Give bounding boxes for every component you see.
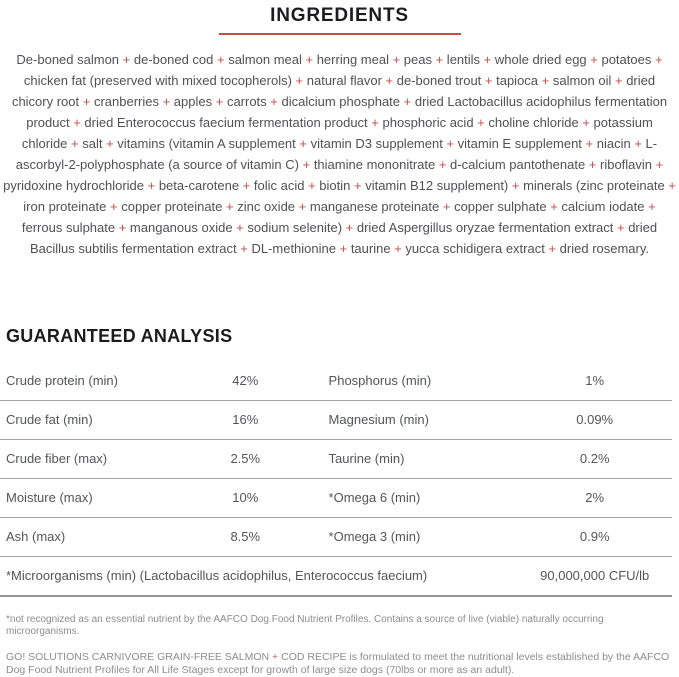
plus-separator: + <box>270 94 278 109</box>
guaranteed-analysis-title: GUARANTEED ANALYSIS <box>6 326 233 346</box>
nutrient-label: Magnesium (min) <box>328 412 429 427</box>
nutrient-value: 2% <box>585 490 605 505</box>
plus-separator: + <box>305 52 314 67</box>
plus-separator: + <box>82 94 91 109</box>
analysis-row <box>0 479 672 518</box>
nutrient-label: *Omega 6 (min) <box>328 490 421 505</box>
plus-separator: + <box>215 94 224 109</box>
nutrient-label: Moisture (max) <box>6 490 93 505</box>
analysis-row <box>0 440 672 479</box>
microorganisms-label: *Microorganisms (min) (Lactobacillus acidophilus, Enterococcus faecium) <box>6 568 428 583</box>
analysis-row <box>0 518 672 557</box>
plus-separator: + <box>295 73 304 88</box>
plus-separator: + <box>541 73 550 88</box>
nutrient-value: 1% <box>585 373 605 388</box>
plus-separator: + <box>226 199 234 214</box>
nutrient-label: Crude protein (min) <box>6 373 118 388</box>
plus-separator: + <box>550 199 558 214</box>
plus-separator: + <box>582 115 590 130</box>
plus-separator: + <box>394 241 402 256</box>
plus-separator: + <box>634 136 642 151</box>
ingredients-section <box>0 0 679 259</box>
analysis-row <box>0 362 672 401</box>
title-underline <box>219 33 461 35</box>
plus-separator: + <box>147 178 156 193</box>
analysis-table <box>0 362 672 597</box>
plus-separator: + <box>484 73 493 88</box>
plus-separator: + <box>216 52 225 67</box>
plus-separator: + <box>385 73 394 88</box>
nutrient-value: 0.09% <box>576 412 614 427</box>
plus-separator: + <box>655 157 664 172</box>
analysis-row <box>0 401 672 440</box>
plus-separator: + <box>648 199 656 214</box>
plus-separator: + <box>106 136 114 151</box>
plus-separator: + <box>654 52 663 67</box>
plus-separator: + <box>302 157 311 172</box>
ingredients-title: INGREDIENTS <box>270 5 409 26</box>
nutrient-value: 10% <box>232 490 259 505</box>
plus-separator: + <box>446 136 455 151</box>
plus-separator: + <box>438 157 447 172</box>
nutrient-value: 16% <box>232 412 259 427</box>
nutrient-label: Ash (max) <box>6 529 66 544</box>
plus-separator: + <box>236 220 244 235</box>
plus-separator: + <box>308 178 316 193</box>
plus-separator: + <box>483 52 492 67</box>
plus-separator: + <box>511 178 520 193</box>
plus-separator: + <box>585 136 594 151</box>
microorganisms-row <box>0 557 672 597</box>
footnote-text: *not recognized as an essential nutrient by the AAFCO Dog Food Nutrient Profiles. Contains a source of live (viable) naturally occurring microorganisms. <box>6 614 604 637</box>
plus-separator: + <box>668 178 676 193</box>
plus-separator: + <box>371 115 379 130</box>
microorganisms-value: 90,000,000 CFU/lb <box>540 568 650 583</box>
plus-separator: + <box>353 178 362 193</box>
plus-separator: + <box>403 94 412 109</box>
plus-separator: + <box>588 157 597 172</box>
nutrient-value: 0.2% <box>579 451 610 466</box>
plus-separator: + <box>477 115 485 130</box>
nutrient-value: 0.9% <box>579 529 610 544</box>
plus-separator: + <box>339 241 348 256</box>
plus-separator: + <box>442 199 451 214</box>
plus-separator: + <box>299 136 307 151</box>
plus-separator: + <box>298 199 307 214</box>
plus-separator: + <box>73 115 81 130</box>
plus-separator: + <box>590 52 598 67</box>
plus-separator: + <box>392 52 401 67</box>
plus-separator: + <box>345 220 354 235</box>
plus-separator: + <box>615 73 623 88</box>
plus-separator: + <box>162 94 171 109</box>
plus-separator: + <box>548 241 557 256</box>
plus-separator: + <box>617 220 625 235</box>
ingredients-paragraph: De-boned salmon + de-boned cod + salmon meal + herring meal + peas + lentils + whole dried egg + potatoes + chicken fat (preserved with mixed tocopherols) + natural flavor + de-boned trout + tapioca + salmon oil + dried chicory root + cranberries + apples + carrots + dicalcium phosphate + dried Lactobacillus acidophilus fermentation product + dried Enterococcus faecium fermentation product + phosphoric acid + choline chloride + potassium chloride + salt + vitamins (vitamin A supplement + vitamin D3 supplement + vitamin E supplement + niacin + L-ascorbyl-2-polyphosphate (a source of vitamin C) + thiamine mononitrate + d-calcium pantothenate + riboflavin + pyridoxine hydrochloride + beta-carotene + folic acid + biotin + vitamin B12 supplement) + minerals (zinc proteinate + iron proteinate + copper proteinate + zinc oxide + manganese proteinate + copper sulphate + calcium iodate + ferrous sulphate + manganous oxide + sodium selenite) + dried Aspergillus oryzae fermentation extract + dried Bacillus subtilis fermentation extract + DL-methionine + taurine + yucca schidigera extract + dried rosemary. <box>3 52 676 256</box>
plus-separator: + <box>435 52 444 67</box>
plus-separator: + <box>118 220 127 235</box>
plus-separator: + <box>110 199 118 214</box>
nutrient-label: *Omega 3 (min) <box>328 529 421 544</box>
nutrient-label: Crude fiber (max) <box>6 451 108 466</box>
analysis-rows <box>0 362 672 557</box>
nutrient-value: 42% <box>232 373 259 388</box>
plus-separator: + <box>71 136 79 151</box>
nutrient-value: 8.5% <box>230 529 261 544</box>
guaranteed-analysis-section <box>0 325 679 597</box>
nutrient-label: Crude fat (min) <box>6 412 93 427</box>
nutrient-label: Taurine (min) <box>328 451 405 466</box>
formulation-note: GO! SOLUTIONS CARNIVORE GRAIN-FREE SALMON + COD RECIPE is formulated to meet the nutritional levels established by the AAFCO Dog Food Nutrient Profiles for All Life Stages except for growth of large size dogs (70lbs or more as an adult). <box>6 651 670 676</box>
plus-separator: + <box>122 52 131 67</box>
plus-separator: + <box>242 178 251 193</box>
plus-separator: + <box>272 651 279 663</box>
nutrient-value: 2.5% <box>230 451 261 466</box>
plus-separator: + <box>240 241 248 256</box>
nutrient-label: Phosphorus (min) <box>328 373 432 388</box>
